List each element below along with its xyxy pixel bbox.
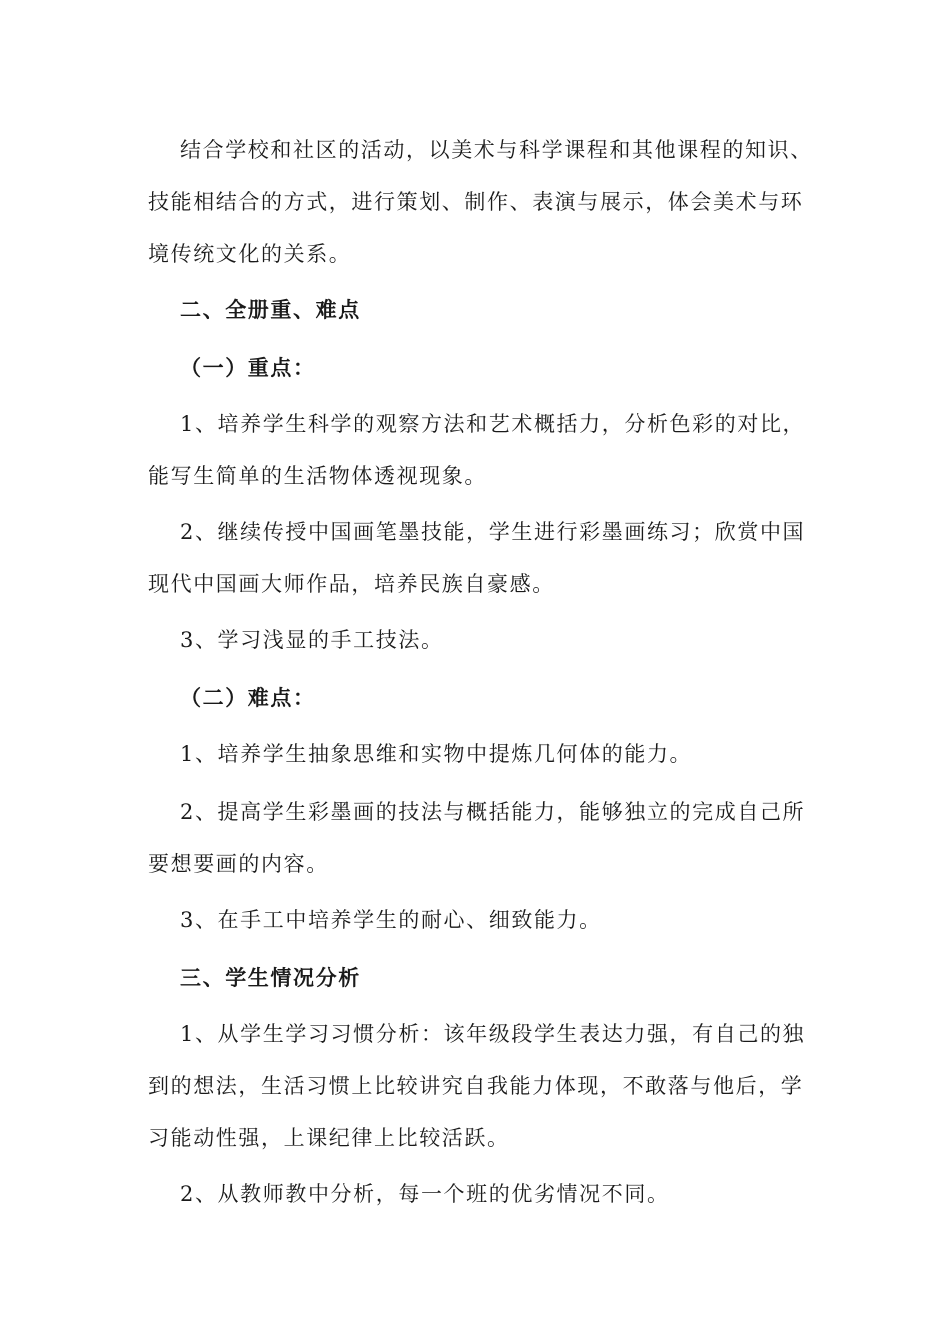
key-point-3: 3、学习浅显的手工技法。 [180, 628, 444, 652]
difficulty-3: 3、在手工中培养学生的耐心、细致能力。 [180, 908, 602, 932]
key-point-1-line-2: 能写生简单的生活物体透视现象。 [148, 464, 487, 488]
analysis-1-line-3: 习能动性强，上课纪律上比较活跃。 [148, 1126, 510, 1150]
analysis-1-line-1: 1、从学生学习习惯分析：该年级段学生表达力强，有自己的独 [180, 1022, 806, 1046]
section-heading-3: 三、学生情况分析 [180, 965, 361, 990]
key-point-2-line-2: 现代中国画大师作品，培养民族自豪感。 [148, 572, 555, 596]
subheading-key-points: （一）重点： [180, 355, 316, 380]
paragraph-1-line-3: 境传统文化的关系。 [148, 242, 352, 266]
difficulty-2-line-1: 2、提高学生彩墨画的技法与概括能力，能够独立的完成自己所 [180, 800, 806, 824]
section-heading-2: 二、全册重、难点 [180, 297, 361, 322]
key-point-1-line-1: 1、培养学生科学的观察方法和艺术概括力，分析色彩的对比， [180, 412, 806, 436]
difficulty-2-line-2: 要想要画的内容。 [148, 852, 329, 876]
paragraph-1-line-1: 结合学校和社区的活动，以美术与科学课程和其他课程的知识、 [180, 138, 813, 162]
difficulty-1: 1、培养学生抽象思维和实物中提炼几何体的能力。 [180, 742, 693, 766]
analysis-2: 2、从教师教中分析，每一个班的优劣情况不同。 [180, 1182, 670, 1206]
analysis-1-line-2: 到的想法，生活习惯上比较讲究自我能力体现，不敢落与他后，学 [148, 1074, 804, 1098]
paragraph-1-line-2: 技能相结合的方式，进行策划、制作、表演与展示，体会美术与环 [148, 190, 804, 214]
key-point-2-line-1: 2、继续传授中国画笔墨技能，学生进行彩墨画练习；欣赏中国 [180, 520, 806, 544]
subheading-difficulties: （二）难点： [180, 685, 316, 710]
